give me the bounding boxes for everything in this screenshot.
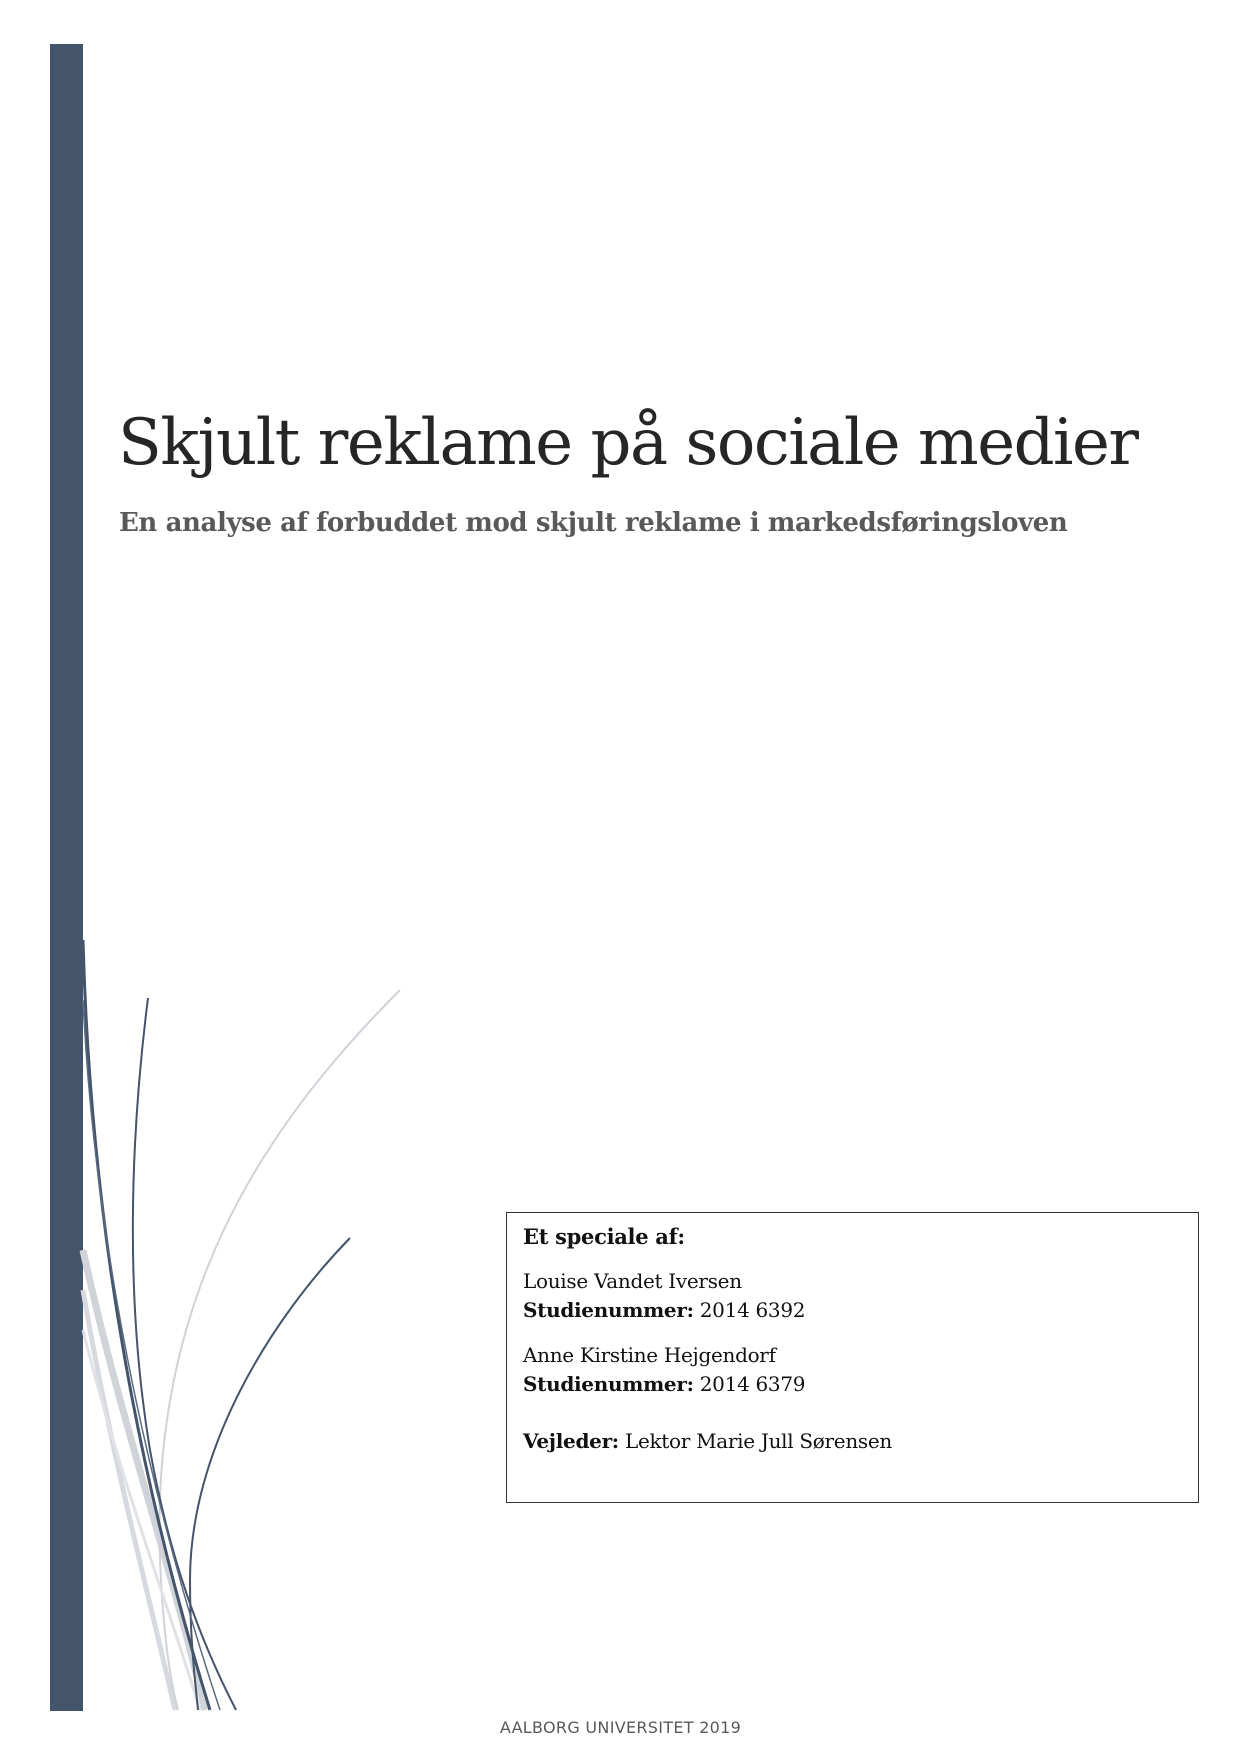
page-footer: AALBORG UNIVERSITET 2019 xyxy=(499,1718,742,1737)
student-number-line xyxy=(523,1370,1182,1399)
sidebar-accent-bar xyxy=(50,44,83,1711)
student-number-value: 2014 6379 xyxy=(699,1372,806,1396)
author-name: Louise Vandet Iversen xyxy=(523,1269,742,1293)
student-number-line xyxy=(523,1296,1182,1325)
student-number-label: Studienummer: xyxy=(523,1298,694,1322)
document-subtitle: En analyse af forbuddet mod skjult reklame i markedsføringsloven xyxy=(119,508,1068,538)
light-curve-1 xyxy=(83,1250,205,1710)
author-entry xyxy=(523,1267,1182,1325)
dark-curve-4 xyxy=(83,1000,220,1710)
dark-curve-2 xyxy=(133,998,236,1710)
supervisor-label: Vejleder: xyxy=(523,1429,619,1453)
author-entry xyxy=(523,1341,1182,1399)
document-title: Skjult reklame på sociale medier xyxy=(118,406,1138,480)
light-curve-2 xyxy=(83,1290,175,1710)
student-number-label: Studienummer: xyxy=(523,1372,694,1396)
author-name: Anne Kirstine Hejgendorf xyxy=(523,1343,776,1367)
dark-curve-1 xyxy=(83,940,210,1710)
light-curve-4 xyxy=(83,1330,200,1710)
light-curve-3 xyxy=(159,990,400,1710)
supervisor-name: Lektor Marie Jull Sørensen xyxy=(624,1429,893,1453)
author-info-box xyxy=(506,1212,1199,1503)
student-number-value: 2014 6392 xyxy=(699,1298,806,1322)
supervisor-line xyxy=(523,1427,1182,1456)
author-box-heading: Et speciale af: xyxy=(523,1224,685,1249)
dark-curve-3 xyxy=(190,1238,350,1710)
